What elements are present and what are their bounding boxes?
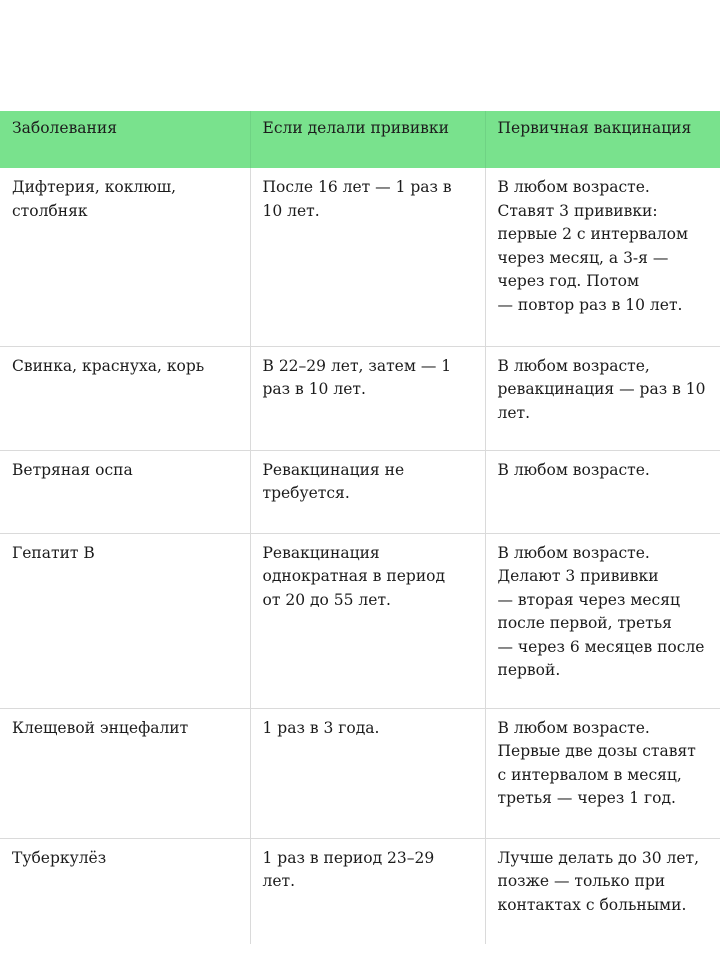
cell-if-vaccinated: Ревакцинация однократная в период от 20 до 55 лет.: [250, 533, 485, 708]
vaccination-table: [0, 111, 720, 944]
cell-if-vaccinated: В 22–29 лет, затем — 1 раз в 10 лет.: [250, 346, 485, 450]
cell-disease: Туберкулёз: [0, 838, 250, 944]
cell-if-vaccinated: 1 раз в период 23–29 лет.: [250, 838, 485, 944]
table-row: [0, 838, 720, 944]
cell-disease: Клещевой энцефалит: [0, 708, 250, 838]
cell-primary: В любом возрасте. Первые две дозы ставят с интервалом в месяц, третья — через 1 год.: [485, 708, 720, 838]
header-row: [0, 111, 720, 168]
cell-primary: В любом возрасте, ревакцинация — раз в 10 лет.: [485, 346, 720, 450]
cell-disease: Дифтерия, коклюш, столбняк: [0, 168, 250, 346]
table-row: [0, 346, 720, 450]
cell-if-vaccinated: Ревакцинация не требуется.: [250, 450, 485, 533]
header-diseases: Заболевания: [0, 111, 250, 168]
table-row: [0, 708, 720, 838]
table-row: [0, 168, 720, 346]
cell-primary: Лучше делать до 30 лет, позже — только при контактах с больными.: [485, 838, 720, 944]
table-body: [0, 168, 720, 944]
cell-disease: Гепатит В: [0, 533, 250, 708]
table-row: [0, 533, 720, 708]
table-row: [0, 450, 720, 533]
cell-primary: В любом возрасте.: [485, 450, 720, 533]
header-primary-vaccination: Первичная вакцинация: [485, 111, 720, 168]
cell-primary: В любом возрасте. Ставят 3 прививки: первые 2 с интервалом через месяц, а 3-я — через год. Потом — повтор раз в 10 лет.: [485, 168, 720, 346]
cell-if-vaccinated: После 16 лет — 1 раз в 10 лет.: [250, 168, 485, 346]
cell-disease: Свинка, краснуха, корь: [0, 346, 250, 450]
cell-if-vaccinated: 1 раз в 3 года.: [250, 708, 485, 838]
cell-primary: В любом возрасте. Делают 3 прививки — вторая через месяц после первой, третья — через 6 месяцев после первой.: [485, 533, 720, 708]
cell-disease: Ветряная оспа: [0, 450, 250, 533]
table-header: [0, 111, 720, 168]
header-if-vaccinated: Если делали прививки: [250, 111, 485, 168]
